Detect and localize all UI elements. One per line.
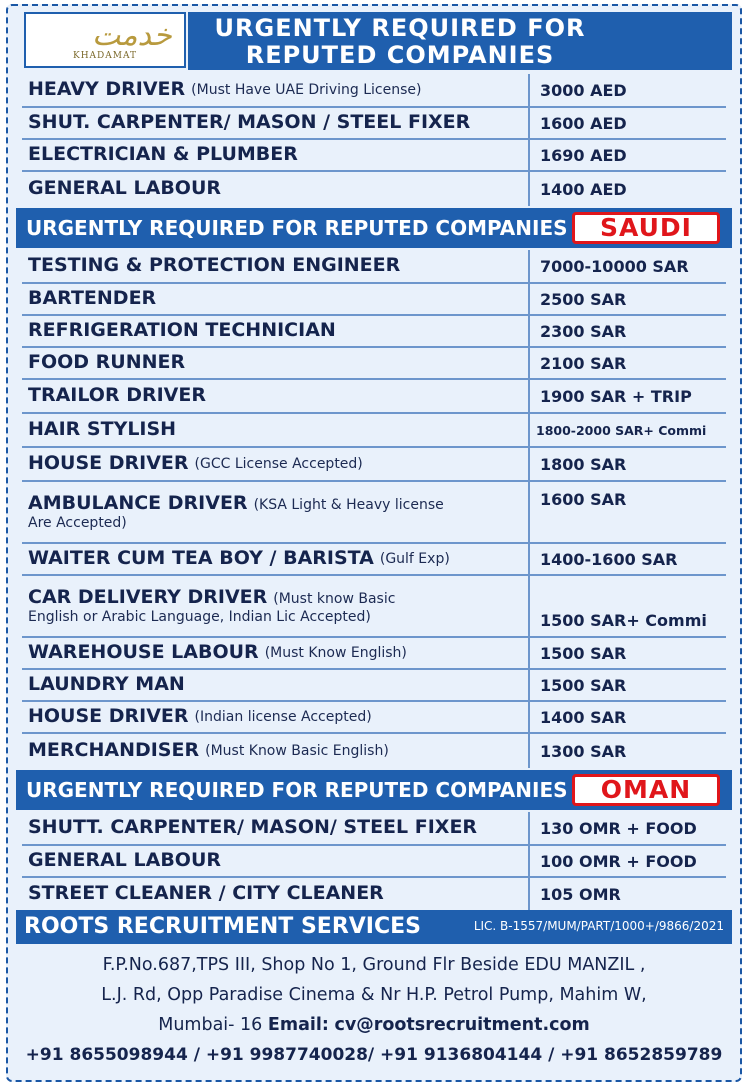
job-row	[22, 638, 726, 670]
logo-script: خدمت	[92, 18, 172, 53]
job-title: BARTENDER	[28, 287, 157, 310]
job-title: HAIR STYLISH	[28, 418, 177, 441]
job-title: MERCHANDISER	[28, 739, 200, 762]
job-row	[22, 140, 726, 172]
job-row	[22, 670, 726, 702]
job-note-continued: Are Accepted)	[28, 514, 127, 531]
job-row	[22, 846, 726, 878]
job-title: TRAILOR DRIVER	[28, 384, 206, 407]
job-note: (Gulf Exp)	[379, 550, 450, 567]
job-title: SHUT. CARPENTER/ MASON / STEEL FIXER	[28, 111, 471, 134]
job-row	[22, 284, 726, 316]
job-row	[22, 348, 726, 380]
job-note: (Must Have UAE Driving License)	[191, 81, 422, 98]
job-title: TESTING & PROTECTION ENGINEER	[28, 254, 401, 277]
job-row	[22, 482, 726, 544]
job-title: AMBULANCE DRIVER	[28, 492, 248, 515]
job-salary: 1500 SAR+ Commi	[540, 611, 707, 630]
phone-numbers[interactable]: +91 8655098944 / +91 9987740028/ +91 9136804144 / +91 8652859789	[25, 1045, 723, 1065]
job-note: (Must know Basic	[273, 591, 396, 608]
job-advertisement	[6, 4, 742, 1082]
email-link[interactable]: cv@rootsrecruitment.com	[334, 1015, 590, 1035]
job-salary: 105 OMR	[540, 884, 621, 904]
job-note: (GCC License Accepted)	[194, 455, 363, 472]
job-title: SHUTT. CARPENTER/ MASON/ STEEL FIXER	[28, 816, 478, 839]
contact-details	[16, 944, 732, 1080]
job-salary: 2100 SAR	[540, 353, 627, 373]
header-bar-right	[612, 12, 732, 70]
logo-name: KHADAMAT	[72, 51, 137, 61]
job-salary: 1400 SAR	[540, 707, 627, 727]
job-salary: 1500 SAR	[540, 675, 627, 695]
job-salary: 130 OMR + FOOD	[540, 818, 697, 838]
job-title: HOUSE DRIVER	[28, 705, 189, 728]
job-salary: 1690 AED	[540, 145, 627, 165]
job-note: (Must Know English)	[264, 644, 407, 661]
job-note-continued: English or Arabic Language, Indian Lic Accepted)	[28, 608, 371, 625]
job-title: ELECTRICIAN & PLUMBER	[28, 143, 298, 166]
job-salary: 1300 SAR	[540, 741, 627, 761]
job-title: HOUSE DRIVER	[28, 452, 189, 475]
country-badge-saudi: SAUDI	[572, 212, 720, 244]
company-license: LIC. B-1557/MUM/PART/1000+/9866/2021	[473, 919, 724, 933]
company-logo	[24, 12, 186, 68]
job-salary: 1900 SAR + TRIP	[540, 386, 692, 406]
job-row	[22, 316, 726, 348]
job-title: REFRIGERATION TECHNICIAN	[28, 319, 336, 342]
job-salary: 3000 AED	[540, 80, 627, 100]
country-badge-oman: OMAN	[572, 774, 720, 806]
job-salary: 7000-10000 SAR	[540, 256, 689, 276]
address-line2: L.J. Rd, Opp Paradise Cinema & Nr H.P. Petrol Pump, Mahim W,	[101, 985, 647, 1005]
job-title: FOOD RUNNER	[28, 351, 186, 374]
job-title: WAITER CUM TEA BOY / BARISTA	[28, 547, 374, 570]
header-line1: URGENTLY REQUIRED FOR	[214, 14, 586, 42]
header-line2: REPUTED COMPANIES	[245, 41, 555, 69]
job-salary: 100 OMR + FOOD	[540, 851, 697, 871]
job-title: STREET CLEANER / CITY CLEANER	[28, 882, 384, 905]
job-salary: 1800-2000 SAR+ Commi	[536, 422, 707, 438]
job-row	[22, 250, 726, 284]
job-row	[22, 414, 726, 448]
job-row	[22, 108, 726, 140]
job-title: LAUNDRY MAN	[28, 673, 185, 696]
job-title: WAREHOUSE LABOUR	[28, 641, 259, 664]
job-salary: 1400 AED	[540, 179, 627, 199]
job-note: (Indian license Accepted)	[194, 708, 372, 725]
email-label: Email:	[267, 1015, 329, 1035]
job-row	[22, 702, 726, 734]
job-row	[22, 576, 726, 638]
saudi-header-label: URGENTLY REQUIRED FOR REPUTED COMPANIES	[26, 216, 568, 240]
job-title: GENERAL LABOUR	[28, 177, 222, 200]
job-row	[22, 448, 726, 482]
job-salary: 2300 SAR	[540, 321, 627, 341]
job-row	[22, 380, 726, 414]
job-row	[22, 74, 726, 108]
job-row	[22, 878, 726, 910]
job-salary: 1400-1600 SAR	[540, 549, 678, 569]
job-row	[22, 172, 726, 206]
job-salary: 1500 SAR	[540, 643, 627, 663]
job-row	[22, 812, 726, 846]
job-salary: 1600 AED	[540, 113, 627, 133]
job-salary: 1800 SAR	[540, 454, 627, 474]
job-row	[22, 734, 726, 768]
job-row	[22, 544, 726, 576]
job-salary: 2500 SAR	[540, 289, 627, 309]
company-name: ROOTS RECRUITMENT SERVICES	[24, 914, 422, 939]
address-line1: F.P.No.687,TPS III, Shop No 1, Ground Flr Beside EDU MANZIL ,	[102, 955, 646, 975]
job-title: GENERAL LABOUR	[28, 849, 222, 872]
address-line3: Mumbai- 16	[158, 1015, 263, 1035]
job-note: (KSA Light & Heavy license	[253, 497, 444, 514]
job-title: CAR DELIVERY DRIVER	[28, 586, 268, 609]
job-salary: 1600 SAR	[540, 490, 627, 509]
company-bar	[16, 910, 732, 944]
job-title: HEAVY DRIVER	[28, 78, 186, 101]
job-note: (Must Know Basic English)	[205, 742, 389, 759]
header-banner	[188, 12, 612, 70]
oman-header-label: URGENTLY REQUIRED FOR REPUTED COMPANIES	[26, 778, 568, 802]
